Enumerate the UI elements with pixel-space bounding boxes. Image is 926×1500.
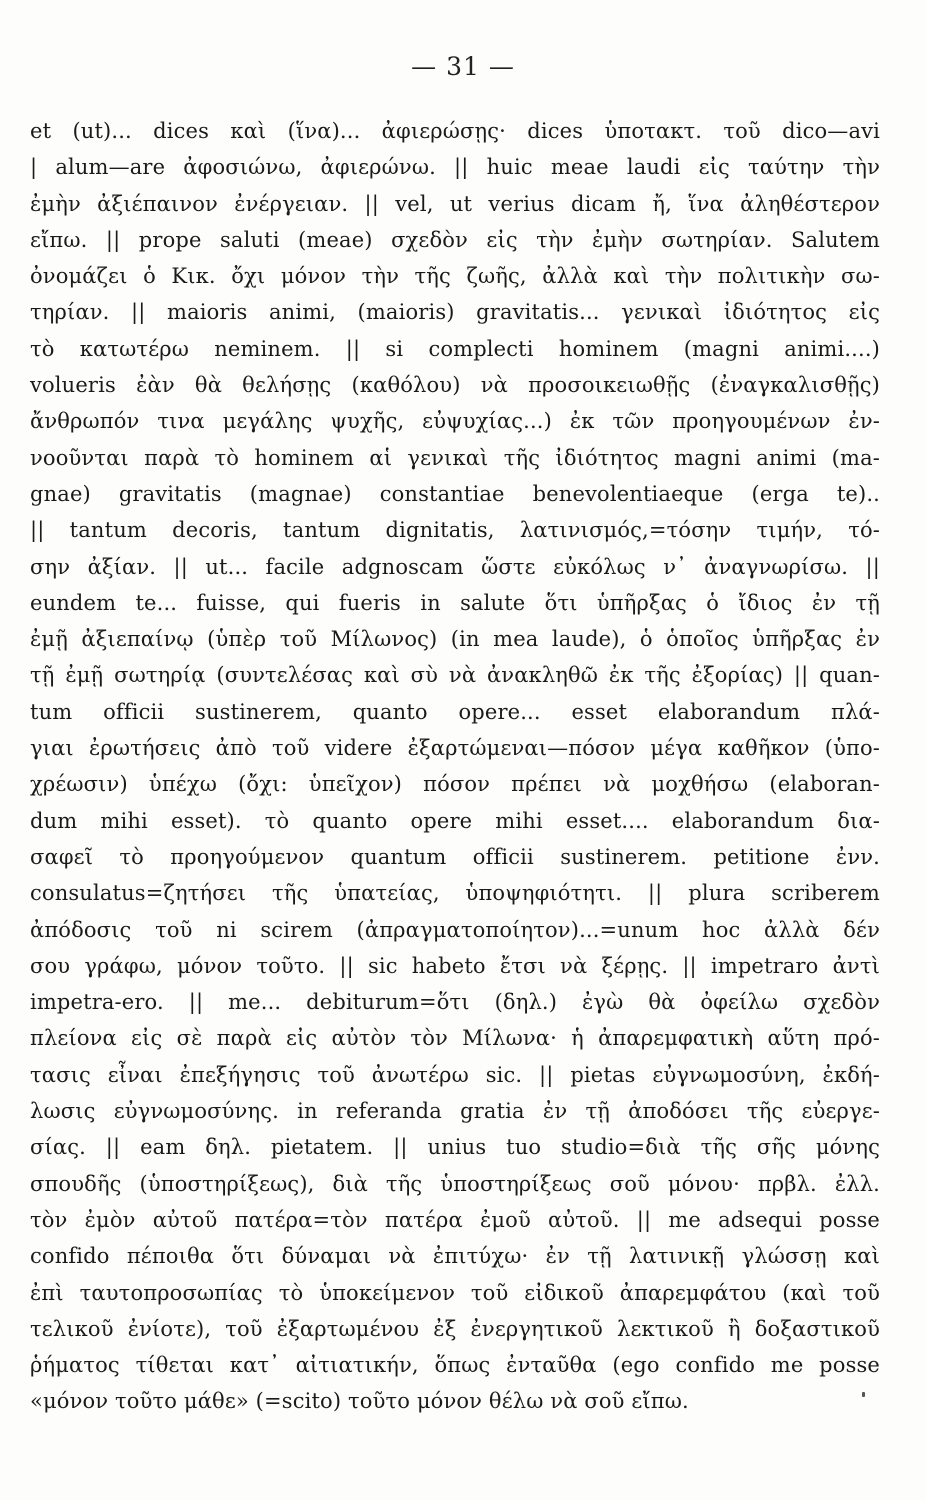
text-line: || tantum decoris, tantum dignitatis, λατινισμός,=τόσην τιμήν, τό-: [30, 518, 880, 543]
text-line: τελικοῦ ἐνίοτε), τοῦ ἐξαρτωμένου ἐξ ἐνεργητικοῦ λεκτικοῦ ἢ δοξαστικοῦ: [30, 1316, 880, 1341]
text-line: impetra-ero. || me... debiturum=ὅτι (δηλ.) ἐγὼ θὰ ὀφείλω σχεδὸν: [30, 990, 880, 1015]
text-line: χρέωσιν) ὑπέχω (ὄχι: ὑπεῖχον) πόσον πρέπει νὰ μοχθήσω (elaboran-: [30, 772, 880, 797]
text-line: πλείονα εἰς σὲ παρὰ εἰς αὐτὸν τὸν Μίλωνα· ἡ ἀπαρεμφατικὴ αὕτη πρό-: [30, 1026, 880, 1051]
text-line: εἴπω. || prope saluti (meae) σχεδὸν εἰς τὴν ἐμὴν σωτηρίαν. Salutem: [30, 227, 880, 252]
text-line: γιαι ἐρωτήσεις ἀπὸ τοῦ videre ἐξαρτώμεναι—πόσον μέγα καθῆκον (ὑπο-: [30, 736, 880, 761]
text-line: et (ut)... dices καὶ (ἵνα)... ἀφιερώσῃς· dices ὑποτακτ. τοῦ dico—avi: [30, 119, 880, 143]
ink-speck: [862, 1392, 865, 1397]
text-line: σου γράφω, μόνον τοῦτο. || sic habeto ἔτσι νὰ ξέρῃς. || impetraro ἀντὶ: [30, 953, 880, 978]
text-line: ῥήματος τίθεται κατ᾽ αἰτιατικήν, ὅπως ἐνταῦθα (ego confido me posse: [30, 1353, 880, 1378]
text-line: ἐμὴν ἀξιέπαινον ἐνέργειαν. || vel, ut verius dicam ἤ, ἵνα ἀληθέστερον: [30, 191, 880, 216]
text-line: consulatus=ζητήσει τῆς ὑπατείας, ὑποψηφιότητι. || plura scriberem: [30, 881, 880, 906]
text-line: eundem te... fuisse, qui fueris in salute ὅτι ὑπῆρξας ὁ ἴδιος ἐν τῇ: [30, 590, 880, 615]
text-line: dum mihi esset). τὸ quanto opere mihi esset.... elaborandum δια-: [30, 808, 880, 833]
text-line: volueris ἐὰν θὰ θελήσῃς (καθόλου) νὰ προσοικειωθῇς (ἐναγκαλισθῇς): [30, 373, 880, 398]
text-line: σπουδῆς (ὑποστηρίξεως), διὰ τῆς ὑποστηρίξεως σοῦ μόνου· πρβλ. ἐλλ.: [30, 1171, 880, 1196]
text-line: λωσις εὐγνωμοσύνης. in referanda gratia ἐν τῇ ἀποδόσει τῆς εὐεργε-: [30, 1099, 880, 1124]
text-line: νοοῦνται παρὰ τὸ hominem αἱ γενικαὶ τῆς ἰδιότητος magni animi (ma-: [30, 445, 880, 470]
text-line: τηρίαν. || maioris animi, (maioris) gravitatis... γενικαὶ ἰδιότητος εἰς: [30, 300, 880, 325]
text-line: σίας. || eam δηλ. pietatem. || unius tuo studio=διὰ τῆς σῆς μόνης: [30, 1135, 880, 1160]
text-line: τὸ κατωτέρω neminem. || si complecti hominem (magni animi....): [30, 336, 880, 361]
text-line: τῇ ἐμῇ σωτηρίᾳ (συντελέσας καὶ σὺ νὰ ἀνακληθῶ ἐκ τῆς ἐξορίας) || quan-: [30, 663, 880, 688]
page-number: — 31 —: [411, 52, 515, 81]
text-line: | alum—are ἀφοσιώνω, ἀφιερώνω. || huic meae laudi εἰς ταύτην τὴν: [30, 155, 880, 180]
commentary-text: [30, 113, 880, 1420]
text-line: τασις εἶναι ἐπεξήγησις τοῦ ἀνωτέρω sic. || pietas εὐγνωμοσύνη, ἐκδή-: [30, 1062, 880, 1087]
text-line: ἐπὶ ταυτοπροσωπίας τὸ ὑποκείμενον τοῦ εἰδικοῦ ἀπαρεμφάτου (καὶ τοῦ: [30, 1280, 880, 1305]
text-line: tum officii sustinerem, quanto opere... esset elaborandum πλά-: [30, 699, 880, 724]
text-line: gnae) gravitatis (magnae) constantiae benevolentiaeque (erga te)..: [30, 481, 880, 506]
text-line: ἐμῇ ἀξιεπαίνῳ (ὑπὲρ τοῦ Μίλωνος) (in mea laude), ὁ ὁποῖος ὑπῆρξας ἐν: [30, 627, 880, 652]
text-line: confido πέποιθα ὅτι δύναμαι νὰ ἐπιτύχω· ἐν τῇ λατινικῇ γλώσσῃ καὶ: [30, 1244, 880, 1269]
text-line: σην ἀξίαν. || ut... facile adgnoscam ὥστε εὐκόλως ν᾽ ἀναγνωρίσω. ||: [30, 554, 880, 579]
text-line: ἀπόδοσις τοῦ ni scirem (ἀπραγματοποίητον)...=unum hoc ἀλλὰ δέν: [30, 917, 880, 942]
text-line: ὀνομάζει ὁ Κικ. ὄχι μόνον τὴν τῆς ζωῆς, ἀλλὰ καὶ τὴν πολιτικὴν σω-: [30, 264, 880, 289]
text-line: «μόνον τοῦτο μάθε» (=scito) τοῦτο μόνον θέλω νὰ σοῦ εἴπω.: [30, 1389, 689, 1414]
text-line: τὸν ἐμὸν αὐτοῦ πατέρα=τὸν πατέρα ἐμοῦ αὐτοῦ. || me adsequi posse: [30, 1207, 880, 1232]
text-line: σαφεῖ τὸ προηγούμενον quantum officii sustinerem. petitione ἐνν.: [30, 844, 880, 869]
text-line: ἄνθρωπόν τινα μεγάλης ψυχῆς, εὐψυχίας...) ἐκ τῶν προηγουμένων ἐν-: [30, 409, 880, 434]
